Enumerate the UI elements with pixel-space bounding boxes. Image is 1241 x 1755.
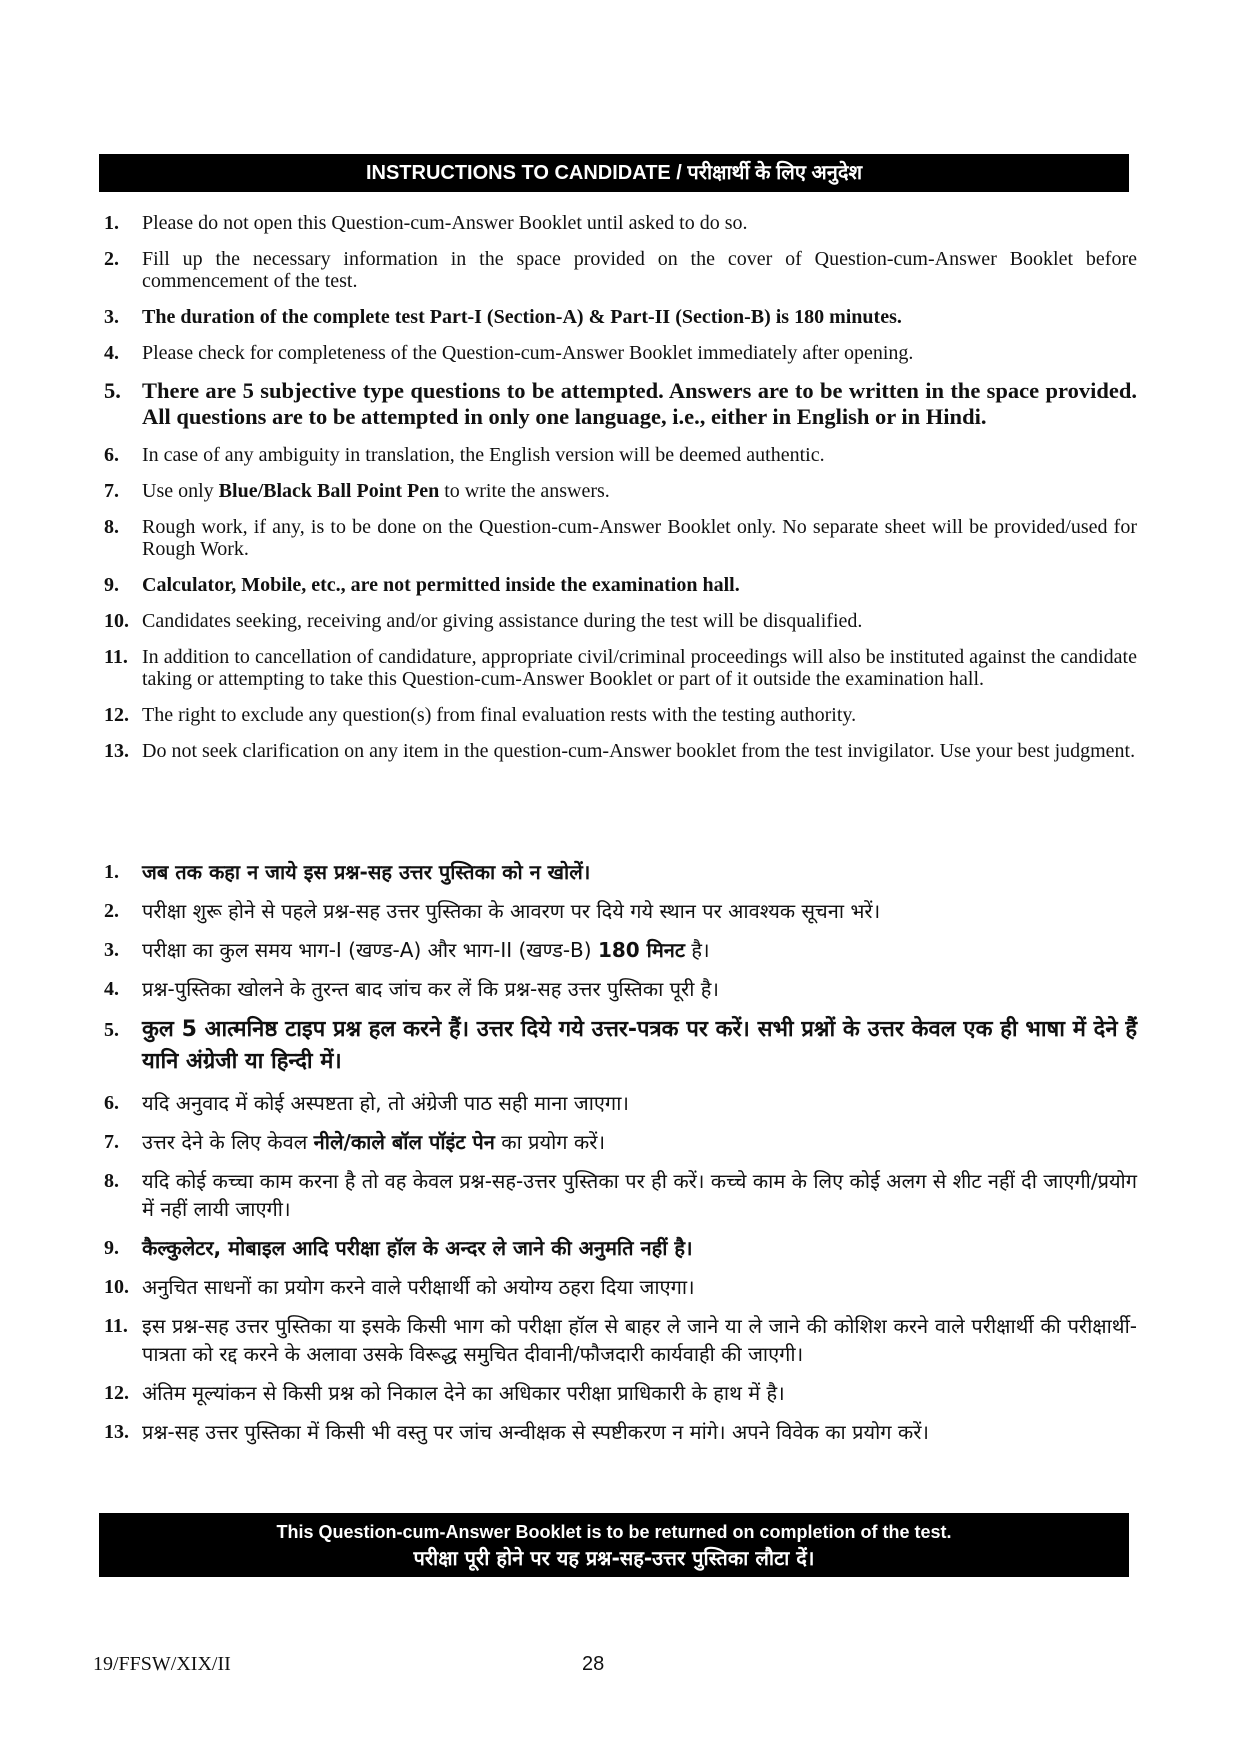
hindi-instruction-1: [104, 858, 1137, 886]
english-instruction-1: [104, 212, 1137, 234]
instruction-text-pre: Use only: [142, 480, 219, 502]
instruction-number: 3.: [104, 306, 119, 328]
english-instructions-list: [104, 212, 1137, 776]
instruction-text: In addition to cancellation of candidature, appropriate civil/criminal proceedings will also be instituted against the candidate taking or attempting to take this Question-cum-Answer Booklet or part of it outside the examination hall.: [142, 646, 1137, 690]
hindi-instruction-12: [104, 1379, 1137, 1407]
instruction-text: [142, 1128, 1137, 1156]
instruction-number: 6.: [104, 444, 119, 466]
instruction-number: 13.: [104, 740, 129, 762]
instruction-text: कैल्कुलेटर, मोबाइल आदि परीक्षा हॉल के अन्दर ले जाने की अनुमति नहीं है।: [142, 1236, 693, 1260]
instruction-number: 4.: [104, 342, 119, 364]
hindi-instruction-3: [104, 936, 1137, 964]
instruction-text: The right to exclude any question(s) from final evaluation rests with the testing authority.: [142, 704, 857, 726]
hindi-instruction-7: [104, 1128, 1137, 1156]
hindi-instruction-10: [104, 1273, 1137, 1301]
instruction-text-bold: नीले/काले बॉल पॉइंट पेन: [313, 1130, 495, 1154]
instruction-text: [142, 936, 1137, 964]
instruction-text: Calculator, Mobile, etc., are not permitted inside the examination hall.: [142, 574, 740, 596]
hindi-instructions-list: [104, 858, 1137, 1457]
english-instruction-7: [104, 480, 1137, 502]
instruction-text: अनुचित साधनों का प्रयोग करने वाले परीक्षार्थी को अयोग्य ठहरा दिया जाएगा।: [142, 1275, 695, 1299]
instructions-header: [99, 154, 1129, 192]
instruction-number: 11.: [104, 1315, 128, 1337]
instruction-number: 4.: [104, 978, 119, 1000]
instruction-text: Please check for completeness of the Question-cum-Answer Booklet immediately after opening.: [142, 342, 914, 364]
instruction-number: 12.: [104, 1382, 129, 1404]
page-number: 28: [582, 1653, 605, 1675]
instruction-number: 7.: [104, 1131, 119, 1153]
hindi-instruction-11: [104, 1312, 1137, 1368]
instruction-number: 11.: [104, 646, 128, 668]
english-instruction-12: [104, 704, 1137, 726]
instruction-text: [142, 480, 1137, 502]
instruction-number: 1.: [104, 212, 119, 234]
instruction-text: यदि कोई कच्चा काम करना है तो वह केवल प्रश्न-सह-उत्तर पुस्तिका पर ही करें। कच्चे काम के लिए कोई अलग से शीट नहीं दी जाएगी/प्रयोग में नहीं लायी जाएगी।: [142, 1169, 1137, 1221]
instruction-text: Fill up the necessary information in the space provided on the cover of Question-cum-Answer Booklet before commencement of the test.: [142, 248, 1137, 292]
instruction-text: यदि अनुवाद में कोई अस्पष्टता हो, तो अंग्रेजी पाठ सही माना जाएगा।: [142, 1091, 629, 1115]
instruction-text: Do not seek clarification on any item in the question-cum-Answer booklet from the test invigilator. Use your best judgment.: [142, 740, 1136, 762]
instruction-number: 6.: [104, 1092, 119, 1114]
hindi-instruction-2: [104, 897, 1137, 925]
hindi-instruction-9: [104, 1234, 1137, 1262]
instruction-text-post: का प्रयोग करें।: [494, 1130, 606, 1154]
booklet-code: 19/FFSW/XIX/II: [93, 1653, 231, 1675]
hindi-instruction-4: [104, 975, 1137, 1003]
instruction-number: 5.: [104, 1019, 119, 1041]
instruction-text: प्रश्न-सह उत्तर पुस्तिका में किसी भी वस्तु पर जांच अन्वीक्षक से स्पष्टीकरण न मांगे। अपने विवेक का प्रयोग करें।: [142, 1420, 929, 1444]
instruction-number: 3.: [104, 939, 119, 961]
instruction-text: In case of any ambiguity in translation, the English version will be deemed authentic.: [142, 444, 825, 466]
instruction-number: 8.: [104, 1170, 119, 1192]
instruction-text-bold: 180 मिनट: [597, 938, 685, 962]
instruction-number: 9.: [104, 574, 119, 596]
instruction-number: 9.: [104, 1237, 119, 1259]
instruction-text-bold: Blue/Black Ball Point Pen: [218, 480, 440, 502]
instruction-text-pre: परीक्षा का कुल समय भाग-I (खण्ड-A) और भाग-II (खण्ड-B): [142, 938, 598, 962]
instruction-number: 2.: [104, 900, 119, 922]
hindi-instruction-5: [104, 1014, 1137, 1078]
instruction-text: The duration of the complete test Part-I (Section-A) & Part-II (Section-B) is 180 minutes.: [142, 306, 902, 328]
instruction-text: Candidates seeking, receiving and/or giving assistance during the test will be disqualified.: [142, 610, 863, 632]
english-instruction-4: [104, 342, 1137, 364]
instruction-number: 10.: [104, 1276, 129, 1298]
instruction-text: प्रश्न-पुस्तिका खोलने के तुरन्त बाद जांच कर लें कि प्रश्न-सह उत्तर पुस्तिका पूरी है।: [142, 977, 719, 1001]
instruction-number: 8.: [104, 516, 119, 538]
english-instruction-9: [104, 574, 1137, 596]
instruction-text: परीक्षा शुरू होने से पहले प्रश्न-सह उत्तर पुस्तिका के आवरण पर दिये गये स्थान पर आवश्यक सूचना भरें।: [142, 899, 881, 923]
instruction-text: इस प्रश्न-सह उत्तर पुस्तिका या इसके किसी भाग को परीक्षा हॉल से बाहर ले जाने या ले जाने की कोशिश करने वाले परीक्षार्थी की परीक्षार्थी-पात्रता को रद्द करने के अलावा उसके विरूद्ध समुचित दीवानी/फौजदारी कार्यवाही की जाएगी।: [142, 1314, 1137, 1366]
english-instruction-6: [104, 444, 1137, 466]
instruction-text: अंतिम मूल्यांकन से किसी प्रश्न को निकाल देने का अधिकार परीक्षा प्राधिकारी के हाथ में है।: [142, 1381, 785, 1405]
instruction-text-post: है।: [684, 938, 710, 962]
instructions-header-title: INSTRUCTIONS TO CANDIDATE / परीक्षार्थी के लिए अनुदेश: [365, 162, 863, 184]
english-instruction-3: [104, 306, 1137, 328]
instruction-number: 2.: [104, 248, 119, 270]
return-notice-english: This Question-cum-Answer Booklet is to be returned on completion of the test.: [276, 1522, 952, 1542]
instruction-number: 1.: [104, 861, 119, 883]
english-instruction-10: [104, 610, 1137, 632]
english-instruction-13: [104, 740, 1137, 762]
instruction-number: 13.: [104, 1421, 129, 1443]
instruction-number: 7.: [104, 480, 119, 502]
instruction-number: 5.: [104, 378, 121, 403]
instruction-text-post: to write the answers.: [439, 480, 610, 502]
instruction-text-pre: उत्तर देने के लिए केवल: [142, 1130, 314, 1154]
english-instruction-8: [104, 516, 1137, 560]
hindi-instruction-13: [104, 1418, 1137, 1446]
instruction-text: There are 5 subjective type questions to be attempted. Answers are to be written in the space provided. All questions are to be attempted in only one language, i.e., either in English or in Hindi.: [142, 378, 1137, 429]
english-instruction-5: [104, 378, 1137, 430]
return-notice-bar: [99, 1513, 1129, 1577]
hindi-instruction-8: [104, 1167, 1137, 1223]
instruction-number: 10.: [104, 610, 129, 632]
return-notice-hindi: परीक्षा पूरी होने पर यह प्रश्न-सह-उत्तर पुस्तिका लौटा दें।: [413, 1546, 815, 1570]
instruction-text: कुल 5 आत्मनिष्ठ टाइप प्रश्न हल करने हैं। उत्तर दिये गये उत्तर-पत्रक पर करें। सभी प्रश्नों के उत्तर केवल एक ही भाषा में देने हैं यानि अंग्रेजी या हिन्दी में।: [142, 1017, 1137, 1074]
instruction-text: जब तक कहा न जाये इस प्रश्न-सह उत्तर पुस्तिका को न खोलें।: [142, 860, 591, 884]
instruction-text: Rough work, if any, is to be done on the Question-cum-Answer Booklet only. No separate sheet will be provided/used for Rough Work.: [142, 516, 1137, 560]
english-instruction-11: [104, 646, 1137, 690]
instruction-number: 12.: [104, 704, 129, 726]
hindi-instruction-6: [104, 1089, 1137, 1117]
english-instruction-2: [104, 248, 1137, 292]
instruction-text: Please do not open this Question-cum-Answer Booklet until asked to do so.: [142, 212, 748, 234]
